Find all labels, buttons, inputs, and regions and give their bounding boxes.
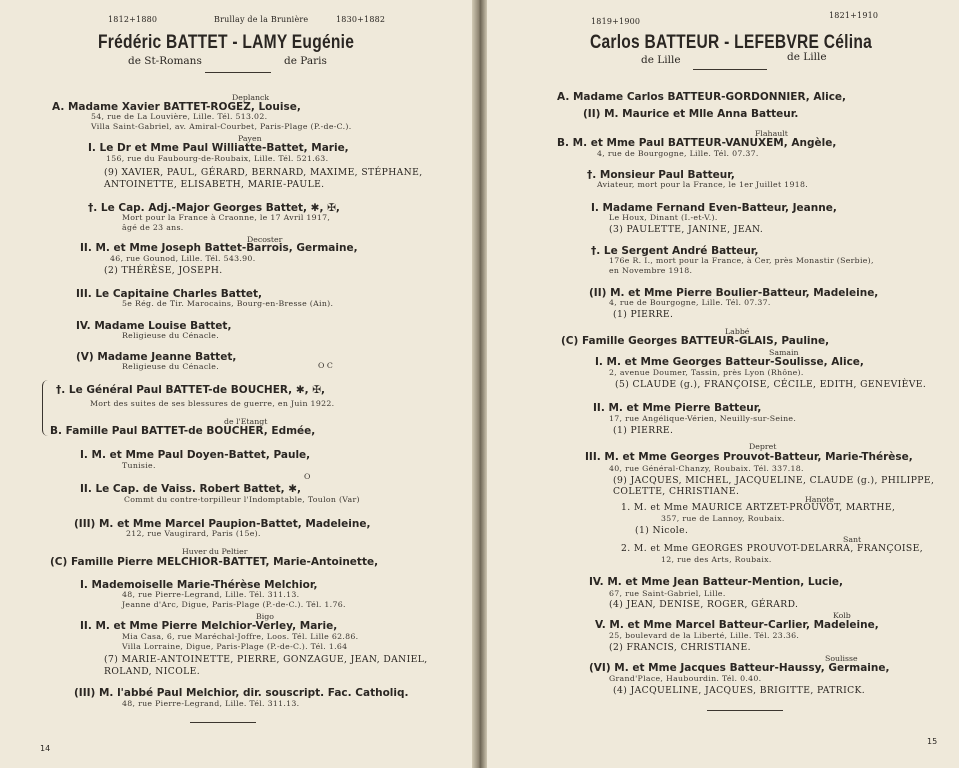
right-entry-ii-m-maurice-et-mlle-anna-batteu: (II) M. Maurice et Mlle Anna Batteur. [583,108,799,120]
left-entry-i-mademoiselle-marie-therese-mel: I. Mademoiselle Marie-Thérèse Melchior, [80,579,318,591]
right-address-grand-place-haubourdin-tel-0-40: Grand'Place, Haubourdin. Tél. 0.40. [609,674,762,683]
right-entry-b-m-et-mme-paul-batteur-vanuxem-: B. M. et Mme Paul BATTEUR-VANUXEM, Angèle, [557,137,837,149]
left-address-religieuse-du-cenacle: Religieuse du Cénacle. [122,362,219,371]
book-gutter [472,0,487,768]
right-address-67-rue-saint-gabriel-lille: 67, rue Saint-Gabriel, Lille. [609,589,726,598]
right-children-4-jean-denise-roger-gerard: (4) JEAN, DENISE, ROGER, GÉRARD. [609,599,799,610]
right-address-40-rue-general-chanzy-roubaix-te: 40, rue Général-Chanzy, Roubaix. Tél. 337.18. [609,464,804,473]
left-entry-v-madame-jeanne-battet: (V) Madame Jeanne Battet, [76,351,237,363]
left-entry-ii-m-et-mme-pierre-melchior-verl: II. M. et Mme Pierre Melchior-Verley, Marie, [80,620,338,632]
left-entry-ii-m-et-mme-joseph-battet-barroi: II. M. et Mme Joseph Battet-Barrois, Germaine, [80,242,358,254]
right-entry-monsieur-paul-batteur: †. Monsieur Paul Batteur, [587,169,735,181]
left-address-212-rue-vaugirard-paris-15e: 212, rue Vaugirard, Paris (15e). [126,529,261,538]
right-entry-ii-m-et-mme-pierre-boulier-batte: (II) M. et Mme Pierre Boulier-Batteur, Madeleine, [589,287,879,299]
left-entry-iii-m-et-mme-marcel-paupion-batt: (III) M. et Mme Marcel Paupion-Battet, Madeleine, [74,518,371,530]
right-maiden-name-flahault: Flahault [755,129,788,138]
right-children-1-pierre: (1) PIERRE. [613,309,674,320]
right-entry-le-sergent-andre-batteur: †. Le Sergent André Batteur, [591,245,759,257]
right-address-25-boulevard-de-la-liberte-lille: 25, boulevard de la Liberté, Lille. Tél. 23.36. [609,631,800,640]
left-entry-le-cap-adj-major-georges-battet: †. Le Cap. Adj.-Major Georges Battet, ✱, ✠, [88,202,340,214]
right-children-1-pierre: (1) PIERRE. [613,425,674,436]
left-address-48-rue-pierre-legrand-lille-tel-: 48, rue Pierre-Legrand, Lille. Tél. 311.13. [122,590,300,599]
right-maiden-name-kolb: Kolb [833,611,851,620]
left-maiden-name-o-c: O C [318,361,333,370]
left-maiden-name-o: O [304,472,311,481]
left-origin: Brullay de la Brunière [214,15,309,24]
right-children-9-jacques-michel-jacqueline-clau: (9) JACQUES, MICHEL, JACQUELINE, CLAUDE (g.), PHILIPPE, [613,475,935,486]
right-entry-iii-m-et-mme-georges-prouvot-bat: III. M. et Mme Georges Prouvot-Batteur, Marie-Thérèse, [585,451,913,463]
right-children-2-m-et-mme-georges-prouvot-delar: 2. M. et Mme GEORGES PROUVOT-DELARRA, FRANÇOISE, [621,543,924,554]
right-address-2-avenue-doumer-tassin-pres-lyon: 2, avenue Doumer, Tassin, près Lyon (Rhône). [609,368,804,377]
right-children-5-claude-g-francoise-cecile-edit: (5) CLAUDE (g.), FRANÇOISE, CÉCILE, EDITH, GENEVIÈVE. [615,379,927,390]
right-footer-rule [707,710,783,711]
left-entry-iii-le-capitaine-charles-battet: III. Le Capitaine Charles Battet, [76,288,263,300]
right-address-12-rue-des-arts-roubaix: 12, rue des Arts, Roubaix. [661,555,772,564]
left-bracket [42,380,48,436]
right-maiden-name-hanote: Hanote [805,495,834,504]
left-children-2-therese-joseph: (2) THÉRÈSE, JOSEPH. [104,265,223,276]
right-maiden-name-depret: Depret [749,442,777,451]
left-page-number: 14 [40,744,51,753]
right-entry-i-m-et-mme-georges-batteur-souli: I. M. et Mme Georges Batteur-Soulisse, Alice, [595,356,864,368]
right-address-4-rue-de-bourgogne-lille-tel-07-: 4, rue de Bourgogne, Lille. Tél. 07.37. [597,149,759,158]
left-entry-c-famille-pierre-melchior-battet: (C) Famille Pierre MELCHIOR-BATTET, Marie-Antoinette, [50,556,379,568]
left-footer-rule [190,722,256,723]
right-maiden-name-soulisse: Soulisse [825,654,858,663]
right-address-357-rue-de-lannoy-roubaix: 357, rue de Lannoy, Roubaix. [661,514,785,523]
left-address-religieuse-du-cenacle: Religieuse du Cénacle. [122,331,219,340]
right-entry-a-madame-carlos-batteur-gordonni: A. Madame Carlos BATTEUR-GORDONNIER, Alice, [557,91,847,103]
left-entry-iv-madame-louise-battet: IV. Madame Louise Battet, [76,320,232,332]
right-entry-v-m-et-mme-marcel-batteur-carlie: V. M. et Mme Marcel Batteur-Carlier, Madeleine, [595,619,879,631]
right-address-le-houx-dinant-i-et-v: Le Houx, Dinant (I.-et-V.). [609,213,718,222]
right-page [487,0,959,768]
right-address-aviateur-mort-pour-la-france-le-: Aviateur, mort pour la France, le 1er Juillet 1918. [597,180,809,189]
left-entry-iii-m-l-abbe-paul-melchior-dir-s: (III) M. l'abbé Paul Melchior, dir. souscript. Fac. Catholiq. [74,687,409,699]
right-address-17-rue-angelique-verien-neuilly-: 17, rue Angélique-Vérien, Neuilly-sur-Seine. [609,414,797,423]
left-children-antoinette-elisabeth-marie-paule: ANTOINETTE, ELISABETH, MARIE-PAULE. [104,179,325,190]
left-address-mort-pour-la-france-a-craonne-le: Mort pour la France à Craonne, le 17 Avril 1917, [122,213,331,222]
left-dates-mother: 1830+1882 [336,15,386,24]
left-dates-father: 1812+1880 [108,15,158,24]
right-maiden-name-samain: Samain [769,348,799,357]
left-address-5e-reg-de-tir-marocains-bourg-en: 5e Rég. de Tir. Marocains, Bourg-en-Bresse (Ain). [122,299,334,308]
left-address-46-rue-gounod-lille-tel-543-90: 46, rue Gounod, Lille. Tél. 543.90. [110,254,256,263]
right-children-3-paulette-janine-jean: (3) PAULETTE, JANINE, JEAN. [609,224,764,235]
right-children-1-m-et-mme-maurice-artzet-prouvo: 1. M. et Mme MAURICE ARTZET-PROUVOT, MARTHE, [621,502,896,513]
left-maiden-name-deplanck: Deplanck [232,93,270,102]
right-maiden-name-labbe: Labbé [725,327,750,336]
right-page-number: 15 [927,737,938,746]
right-entry-c-famille-georges-batteur-glais-: (C) Famille Georges BATTEUR-GLAIS, Pauline, [561,335,830,347]
left-address-villa-lorraine-digue-paris-plage: Villa Lorraine, Digue, Paris-Plage (P.-de-C.). Tél. 1.64 [122,642,348,651]
left-address-tunisie: Tunisie. [122,461,156,470]
left-address-54-rue-de-la-louviere-lille-tel-: 54, rue de La Louvière, Lille. Tél. 513.02. [91,112,268,121]
right-children-4-jacqueline-jacques-brigitte-pa: (4) JACQUELINE, JACQUES, BRIGITTE, PATRICK. [613,685,866,696]
right-page-title: Carlos BATTEUR - LEFEBVRE Célina [590,32,873,53]
right-entry-vi-m-et-mme-jacques-batteur-haus: (VI) M. et Mme Jacques Batteur-Haussy, Germaine, [589,662,890,674]
right-place-father: de Lille [641,54,681,66]
left-maiden-name-de-l-etangt: de l'Etangt [224,417,268,426]
right-entry-ii-m-et-mme-pierre-batteur: II. M. et Mme Pierre Batteur, [593,402,762,414]
right-entry-i-madame-fernand-even-batteur-je: I. Madame Fernand Even-Batteur, Jeanne, [591,202,837,214]
right-address-4-rue-de-bourgogne-lille-tel-07-: 4, rue de Bourgogne, Lille. Tél. 07.37. [609,298,771,307]
right-children-2-francis-christiane: (2) FRANCIS, CHRISTIANE. [609,642,751,653]
left-place-mother: de Paris [284,55,327,67]
right-place-mother: de Lille [787,51,827,63]
left-entry-le-general-paul-battet-de-bouche: †. Le Général Paul BATTET-de BOUCHER, ✱, ✠, [56,384,326,396]
left-children-roland-nicole: ROLAND, NICOLE. [104,666,201,677]
left-maiden-name-bigo: Bigo [256,612,274,621]
right-address-en-novembre-1918: en Novembre 1918. [609,266,693,275]
right-maiden-name-sant: Sant [843,535,862,544]
left-address-age-de-23-ans: âgé de 23 ans. [122,223,184,232]
left-maiden-name-huver-du-peltier: Huver du Peltier [182,547,248,556]
left-place-father: de St-Romans [128,55,202,67]
left-entry-i-le-dr-et-mme-paul-williatte-ba: I. Le Dr et Mme Paul Williatte-Battet, Marie, [88,142,349,154]
left-page-title: Frédéric BATTET - LAMY Eugénie [98,32,355,53]
right-dates-mother: 1821+1910 [829,11,879,20]
left-address-mia-casa-6-rue-marechal-joffre-l: Mia Casa, 6, rue Maréchal-Joffre, Loos. Tél. Lille 62.86. [122,632,359,641]
left-children-7-marie-antoinette-pierre-gonzag: (7) MARIE-ANTOINETTE, PIERRE, GONZAGUE, JEAN, DANIEL, [104,654,428,665]
right-children-colette-christiane: COLETTE, CHRISTIANE. [613,486,740,497]
left-children-9-xavier-paul-gerard-bernard-max: (9) XAVIER, PAUL, GÉRARD, BERNARD, MAXIME, STÉPHANE, [104,167,423,178]
right-entry-iv-m-et-mme-jean-batteur-mention: IV. M. et Mme Jean Batteur-Mention, Lucie, [589,576,843,588]
left-address-mort-des-suites-de-ses-blessures: Mort des suites de ses blessures de guerre, en Juin 1922. [90,399,335,408]
left-maiden-name-payen: Payen [238,134,262,143]
left-page [0,0,472,768]
left-address-48-rue-pierre-legrand-lille-tel-: 48, rue Pierre-Legrand, Lille. Tél. 311.13. [122,699,300,708]
left-entry-a-madame-xavier-battet-rogez-lou: A. Madame Xavier BATTET-ROGEZ, Louise, [52,101,301,113]
left-header-rule [205,72,271,73]
right-header-rule [693,69,767,70]
right-address-176e-r-i-mort-pour-la-france-a-c: 176e R. I., mort pour la France, à Cer, près Monastir (Serbie), [609,256,874,265]
left-maiden-name-decoster: Decoster [247,235,283,244]
left-address-commt-du-contre-torpilleur-l-ind: Commt du contre-torpilleur l'Indomptable, Toulon (Var) [124,495,360,504]
left-address-156-rue-du-faubourg-de-roubaix-l: 156, rue du Faubourg-de-Roubaix, Lille. Tél. 521.63. [106,154,329,163]
left-entry-ii-le-cap-de-vaiss-robert-battet: II. Le Cap. de Vaiss. Robert Battet, ✱, [80,483,302,495]
left-entry-i-m-et-mme-paul-doyen-battet-pau: I. M. et Mme Paul Doyen-Battet, Paule, [80,449,311,461]
left-address-villa-saint-gabriel-av-amiral-co: Villa Saint-Gabriel, av. Amiral-Courbet, Paris-Plage (P.-de-C.). [91,122,352,131]
right-dates-father: 1819+1900 [591,17,641,26]
left-entry-b-famille-paul-battet-de-boucher: B. Famille Paul BATTET-de BOUCHER, Edmée, [50,425,316,437]
left-address-jeanne-d-arc-digue-paris-plage-p: Jeanne d'Arc, Digue, Paris-Plage (P.-de-C.). Tél. 1.76. [122,600,346,609]
right-children-1-nicole: (1) Nicole. [635,525,689,536]
